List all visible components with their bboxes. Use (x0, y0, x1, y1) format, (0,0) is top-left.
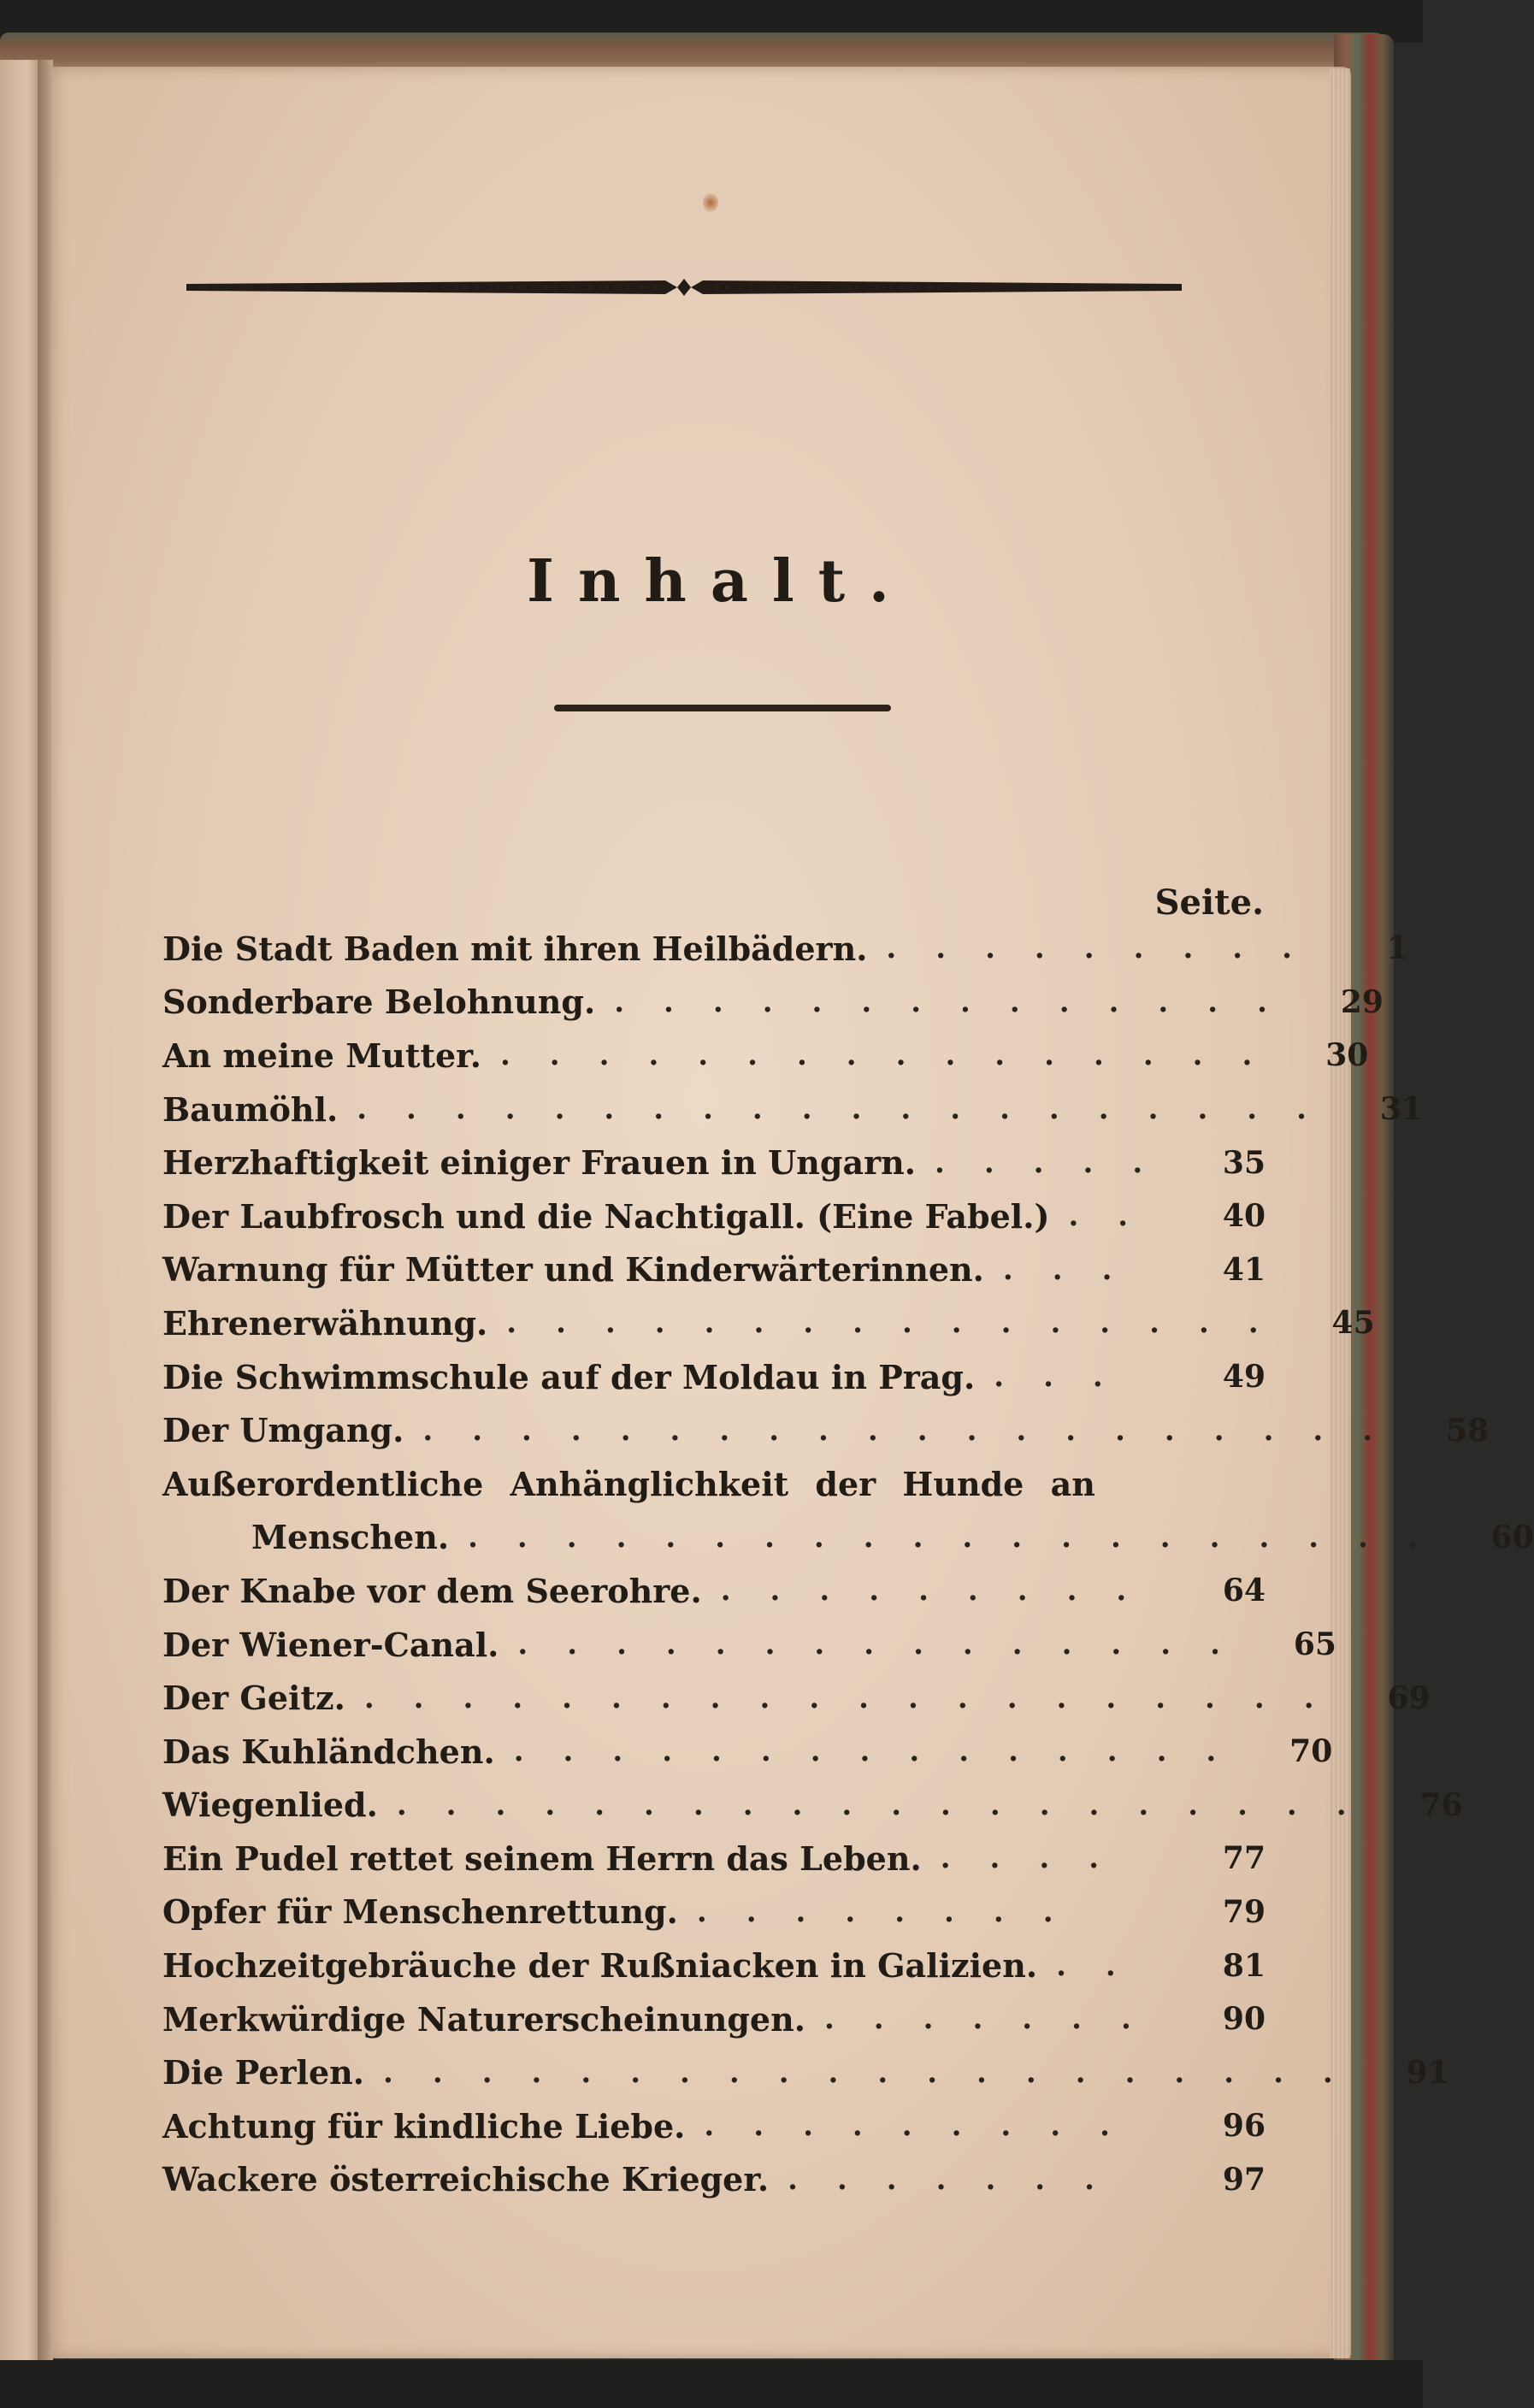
toc-entry (162, 1296, 1375, 1350)
leader-dots: .................... (396, 1787, 1386, 1822)
toc-entry-page: 65 (1293, 1626, 1336, 1663)
table-of-contents (162, 922, 1534, 2206)
leader-dots: .................... (363, 1680, 1354, 1715)
leader-dots: .................... (383, 2055, 1372, 2090)
toc-entry (162, 1457, 1266, 1511)
toc-entry-page: 79 (1222, 1893, 1266, 1930)
toc-entry-page: 69 (1387, 1679, 1431, 1716)
toc-entry (162, 922, 1408, 976)
toc-entry (162, 2099, 1266, 2153)
toc-entry-title: An meine Mutter. (162, 1036, 481, 1075)
leader-dots: ... (1002, 1252, 1152, 1287)
leader-dots: ....... (788, 2162, 1134, 2197)
toc-entry-title: Der Laubfrosch und die Nachtigall. (Eine Fabel.) (162, 1196, 1050, 1236)
leader-dots: .... (940, 1841, 1139, 1876)
toc-entry-title: Ein Pudel rettet seinem Herrn das Leben. (162, 1838, 922, 1878)
toc-entry-page: 58 (1446, 1412, 1490, 1449)
leader-dots: ............... (513, 1734, 1256, 1769)
toc-entry-page: 60 (1490, 1519, 1534, 1555)
toc-entry (162, 1511, 1534, 1565)
toc-entry-page: 29 (1340, 983, 1384, 1020)
leader-dots: ................ (506, 1306, 1298, 1341)
toc-entry-title: Sonderbare Belohnung. (162, 983, 596, 1022)
leader-dots: .................... (422, 1413, 1413, 1448)
toc-entry-title: Hochzeitgebräuche der Rußniacken in Galizien. (162, 1946, 1038, 1986)
leader-dots: ................ (499, 1038, 1292, 1073)
toc-entry (162, 1243, 1266, 1297)
leader-dots: ....... (823, 2002, 1171, 2037)
toc-entry-title: Der Wiener-Canal. (162, 1625, 499, 1664)
page-column-label: Seite. (1154, 882, 1264, 923)
leader-dots: ......... (704, 2109, 1149, 2144)
toc-entry-page: 90 (1222, 2001, 1266, 2038)
leader-dots: .............. (614, 984, 1307, 1019)
toc-entry-title: Außerordentliche Anhänglichkeit der Hunde an (162, 1464, 1095, 1503)
paper-stain (703, 193, 718, 212)
toc-entry-page: 49 (1222, 1359, 1266, 1396)
leader-dots: .................... (468, 1520, 1457, 1555)
toc-entry (162, 1350, 1266, 1404)
toc-entry-page: 45 (1331, 1305, 1375, 1342)
toc-entry-title: Der Umgang. (162, 1411, 404, 1450)
toc-entry-title: Herzhaftigkeit einiger Frauen in Ungarn. (162, 1143, 916, 1183)
toc-entry-page: 1 (1386, 930, 1408, 967)
toc-entry (162, 1083, 1423, 1136)
toc-entry-page: 30 (1325, 1037, 1369, 1074)
toc-entry (162, 1189, 1266, 1243)
page-stack-edge (1330, 68, 1350, 2358)
toc-entry-page: 41 (1222, 1251, 1266, 1288)
leader-dots: ........ (696, 1894, 1093, 1929)
toc-entry (162, 1671, 1431, 1725)
toc-entry (162, 1779, 1463, 1833)
leader-dots: ... (994, 1360, 1142, 1395)
toc-entry (162, 1832, 1266, 1886)
toc-entry-title: Ehrenerwähnung. (162, 1303, 488, 1343)
toc-entry-page: 77 (1222, 1840, 1266, 1877)
toc-entry-page: 35 (1222, 1144, 1266, 1181)
toc-entry (162, 1992, 1266, 2046)
leader-dots: ............... (517, 1627, 1260, 1662)
toc-entry-title: Achtung für kindliche Liebe. (162, 2106, 686, 2145)
toc-entry (162, 2045, 1449, 2099)
toc-entry (162, 1725, 1333, 1779)
scan-background-bottom (0, 2360, 1423, 2408)
toc-entry-page: 96 (1222, 2108, 1266, 2145)
toc-entry (162, 1939, 1266, 1992)
toc-entry (162, 1564, 1266, 1618)
toc-entry-title: Das Kuhländchen. (162, 1732, 495, 1771)
toc-entry-page: 64 (1222, 1573, 1266, 1609)
toc-entry-title: Wiegenlied. (162, 1785, 378, 1825)
toc-entry-title: Warnung für Mütter und Kinderwärterinnen. (162, 1250, 984, 1290)
toc-entry-title: Opfer für Menschenrettung. (162, 1892, 678, 1932)
toc-entry-title: Der Geitz. (162, 1679, 345, 1718)
toc-entry-page: 70 (1289, 1733, 1333, 1770)
leader-dots: .................... (357, 1092, 1346, 1127)
toc-entry (162, 1136, 1266, 1189)
toc-entry-page: 40 (1222, 1198, 1266, 1235)
title-underline (554, 705, 891, 711)
toc-entry-page: 31 (1379, 1091, 1423, 1128)
toc-entry (162, 1029, 1369, 1083)
toc-entry (162, 1403, 1490, 1457)
toc-entry-page: 91 (1406, 2054, 1449, 2091)
leader-dots: ......... (720, 1573, 1166, 1608)
toc-entry-title: Die Schwimmschule auf der Moldau in Prag. (162, 1357, 976, 1396)
toc-entry-title: Wackere österreichische Krieger. (162, 2160, 770, 2199)
toc-entry-page: 97 (1222, 2161, 1266, 2198)
toc-entry-title: Die Stadt Baden mit ihren Heilbädern. (162, 929, 868, 968)
toc-entry-title: Die Perlen. (162, 2053, 365, 2092)
leader-dots: ..... (934, 1145, 1183, 1180)
leader-dots: ......... (886, 931, 1331, 966)
toc-entry (162, 2153, 1266, 2207)
toc-entry (162, 1618, 1336, 1672)
ornamental-rule (186, 272, 1182, 303)
toc-entry-title: Baumöhl. (162, 1089, 339, 1129)
leader-dots: .. (1068, 1199, 1168, 1234)
page-title: Inhalt. (527, 547, 913, 616)
toc-entry-page: 76 (1419, 1786, 1463, 1823)
toc-entry (162, 976, 1384, 1030)
toc-entry-title: Merkwürdige Naturerscheinungen. (162, 1999, 805, 2039)
leader-dots: .. (1056, 1948, 1155, 1983)
toc-entry (162, 1886, 1266, 1939)
toc-entry-title: Der Knabe vor dem Seerohre. (162, 1571, 702, 1610)
previous-page-strip (0, 60, 39, 2369)
toc-entry-page: 81 (1222, 1947, 1266, 1984)
toc-entry-title: Menschen. (251, 1518, 450, 1557)
